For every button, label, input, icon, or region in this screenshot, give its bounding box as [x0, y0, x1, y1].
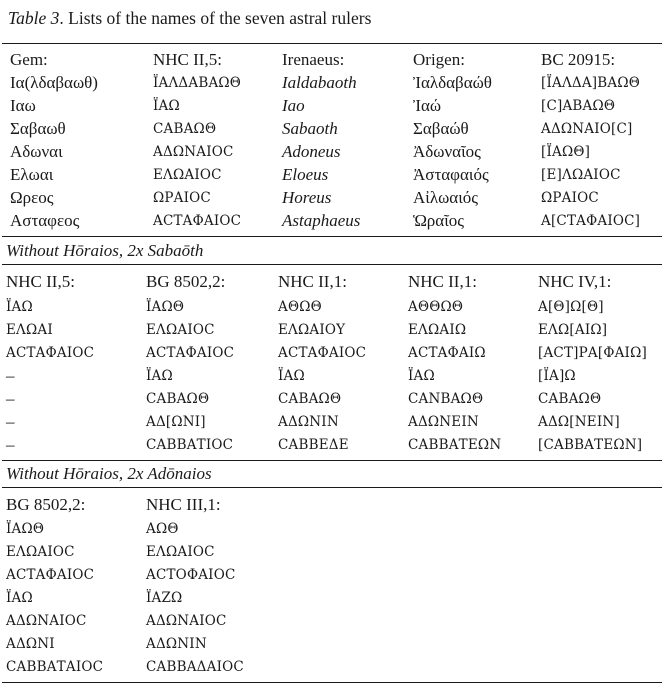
cell: Adoneus	[282, 142, 341, 161]
cell: ϹΑΝΒΑΩΘ	[408, 391, 484, 407]
cell: ΪΑΩΘ	[6, 521, 45, 537]
cell: ΕΛΩΑΙΩ	[408, 322, 467, 338]
cell: Ὡραῖος	[413, 211, 464, 230]
cell: ΕΛΩΑΙΟΥ	[278, 322, 346, 338]
table-row	[0, 319, 666, 341]
header-row	[0, 494, 666, 516]
cell: Eloeus	[282, 165, 329, 184]
column-header: NHC IV,1:	[538, 272, 612, 291]
cell: –	[6, 412, 15, 431]
column-header: BG 8502,2:	[146, 272, 226, 291]
cell: ΪΑΩ	[6, 299, 33, 315]
cell: Ialdabaoth	[282, 73, 357, 92]
cell: Ελωαι	[10, 165, 54, 184]
cell: ΪΑΩ	[408, 368, 435, 384]
cell: Σαβαωθ	[10, 119, 66, 138]
cell: ϹΑΒΑΩΘ	[153, 121, 217, 137]
cell: ΕΛΩΑΙΟϹ	[153, 167, 222, 183]
table-row	[0, 141, 666, 163]
column-header: NHC II,5:	[153, 50, 222, 69]
cell: ΑϹΤΟΦΑΙΟϹ	[146, 567, 236, 583]
cell: ΑΩΘ	[146, 521, 179, 537]
cell: ΑϹΤΑΦΑΙΩ	[408, 345, 486, 361]
cell: –	[6, 435, 15, 454]
cell: ΑΔΩΝΑΙΟϹ	[146, 613, 227, 629]
table-row	[0, 411, 666, 433]
cell: ΕΛΩΑΙ	[6, 322, 53, 338]
column-header: NHC II,5:	[6, 272, 75, 291]
table-row	[0, 72, 666, 94]
column-header: NHC II,1:	[278, 272, 347, 291]
bottom-rule	[2, 682, 662, 683]
cell: Horeus	[282, 188, 332, 207]
column-header: NHC III,1:	[146, 495, 221, 514]
table-row	[0, 365, 666, 387]
table-row	[0, 518, 666, 540]
column-header: NHC II,1:	[408, 272, 477, 291]
cell: ΩΡΑΙΟϹ	[153, 190, 211, 206]
cell: ΑΔΩΝΕΙΝ	[408, 414, 479, 430]
cell: ΑϹΤΑΦΑΙΟϹ	[278, 345, 367, 361]
cell: [Ε]ΛΩΑΙΟϹ	[541, 167, 621, 183]
column-header: BC 20915:	[541, 50, 616, 69]
table-row	[0, 210, 666, 232]
cell: ΪΑΛΔΑΒΑΩΘ	[153, 75, 242, 91]
cell: [ΪΑΩΘ]	[541, 144, 591, 160]
cell: ϹΑΒΒΑΔΑΙΟϹ	[146, 659, 244, 675]
cell: Αἰλωαιός	[413, 188, 478, 207]
section-rule	[2, 460, 662, 461]
table-row	[0, 587, 666, 609]
section-title: Without Hōraios, 2x Adōnaios	[6, 464, 212, 483]
cell: –	[6, 389, 15, 408]
cell: Ἰαώ	[413, 96, 442, 115]
caption-label: Table 3	[8, 8, 60, 28]
table-row	[0, 342, 666, 364]
column-header: Origen:	[413, 50, 465, 69]
cell: Α[ϹΤΑΦΑΙΟϹ]	[541, 213, 641, 229]
cell: ϹΑΒΑΩΘ	[538, 391, 602, 407]
table-row	[0, 187, 666, 209]
cell: [Ϲ]ΑΒΑΩΘ	[541, 98, 616, 114]
cell: Ἀσταφαιός	[413, 165, 489, 184]
column-header: BG 8502,2:	[6, 495, 86, 514]
cell: Ια(λδαβαωθ)	[10, 73, 98, 92]
cell: ϹΑΒΒΑΤΑΙΟϹ	[6, 659, 104, 675]
header-row	[0, 271, 666, 293]
cell: Ἀδωναῖος	[413, 142, 481, 161]
cell: Ἰαλδαβαώθ	[413, 73, 492, 92]
top-rule	[2, 43, 662, 44]
table-row	[0, 610, 666, 632]
cell: Ασταφεος	[10, 211, 80, 230]
cell: ΩΡΑΙΟϹ	[541, 190, 599, 206]
table-row	[0, 564, 666, 586]
cell: ΑΔΩΝΑΙΟ[Ϲ]	[541, 121, 633, 137]
section-rule	[2, 236, 662, 237]
section-title: Without Hōraios, 2x Sabaōth	[6, 241, 204, 260]
cell: Ιαω	[10, 96, 36, 115]
cell: ΑΘΩΘ	[278, 299, 322, 315]
cell: ΑϹΤΑΦΑΙΟϹ	[153, 213, 242, 229]
cell: [ΑϹΤ]ΡΑ[ΦΑΙΩ]	[538, 345, 647, 361]
cell: ϹΑΒΑΩΘ	[278, 391, 342, 407]
caption-text: . Lists of the names of the seven astral rulers	[59, 8, 372, 28]
cell: ΪΑΩ	[278, 368, 305, 384]
cell: ΪΑΩ	[146, 368, 173, 384]
cell: ΑϹΤΑΦΑΙΟϹ	[6, 345, 95, 361]
header-row	[0, 49, 666, 71]
table-row	[0, 164, 666, 186]
cell: ϹΑΒΑΩΘ	[146, 391, 210, 407]
cell: ΑΔ[ΩΝΙ]	[146, 414, 206, 430]
cell: ΪΑΩ	[153, 98, 180, 114]
table-row	[0, 434, 666, 456]
table-row	[0, 388, 666, 410]
cell: Iao	[282, 96, 305, 115]
cell: Αδωναι	[10, 142, 63, 161]
table-row	[0, 296, 666, 318]
cell: ϹΑΒΒΑΤΙΟϹ	[146, 437, 234, 453]
cell: –	[6, 366, 15, 385]
cell: ΑϹΤΑΦΑΙΟϹ	[6, 567, 95, 583]
cell: ΑϹΤΑΦΑΙΟϹ	[146, 345, 235, 361]
cell: ΕΛΩ[ΑΙΩ]	[538, 322, 608, 338]
cell: ΕΛΩΑΙΟϹ	[6, 544, 75, 560]
cell: Sabaoth	[282, 119, 338, 138]
cell: ΕΛΩΑΙΟϹ	[146, 322, 215, 338]
cell: ΑΔΩΝΙ	[6, 636, 55, 652]
cell: Astaphaeus	[282, 211, 361, 230]
cell: ϹΑΒΒΕΔΕ	[278, 437, 349, 453]
cell: Α[Θ]Ω[Θ]	[538, 299, 604, 315]
cell: ΪΑΩ	[6, 590, 33, 606]
column-header: Irenaeus:	[282, 50, 345, 69]
table-row	[0, 656, 666, 678]
table-row	[0, 633, 666, 655]
cell: ΑΔΩΝΑΙΟϹ	[6, 613, 87, 629]
table-row	[0, 95, 666, 117]
cell: ΪΑΩΘ	[146, 299, 185, 315]
cell: Σαβαώθ	[413, 119, 469, 138]
table-row	[0, 118, 666, 140]
cell: Ωρεος	[10, 188, 54, 207]
cell: ΑΘΘΩΘ	[408, 299, 464, 315]
table-row	[0, 541, 666, 563]
section-rule	[2, 487, 662, 488]
cell: ϹΑΒΒΑΤΕΩΝ	[408, 437, 502, 453]
cell: ΑΔΩΝΙΝ	[278, 414, 339, 430]
cell: ΑΔΩΝΙΝ	[146, 636, 207, 652]
cell: [ϹΑΒΒΑΤΕΩΝ]	[538, 437, 643, 453]
cell: ΑΔΩ[ΝΕΙΝ]	[538, 414, 620, 430]
cell: [ΪΑ]Ω	[538, 368, 576, 384]
cell: ΪΑΖΩ	[146, 590, 183, 606]
cell: ΕΛΩΑΙΟϹ	[146, 544, 215, 560]
section-rule	[2, 264, 662, 265]
cell: [ΪΑΛΔΑ]ΒΑΩΘ	[541, 75, 640, 91]
table-caption	[8, 8, 371, 29]
column-header: Gem:	[10, 50, 48, 69]
cell: ΑΔΩΝΑΙΟϹ	[153, 144, 234, 160]
